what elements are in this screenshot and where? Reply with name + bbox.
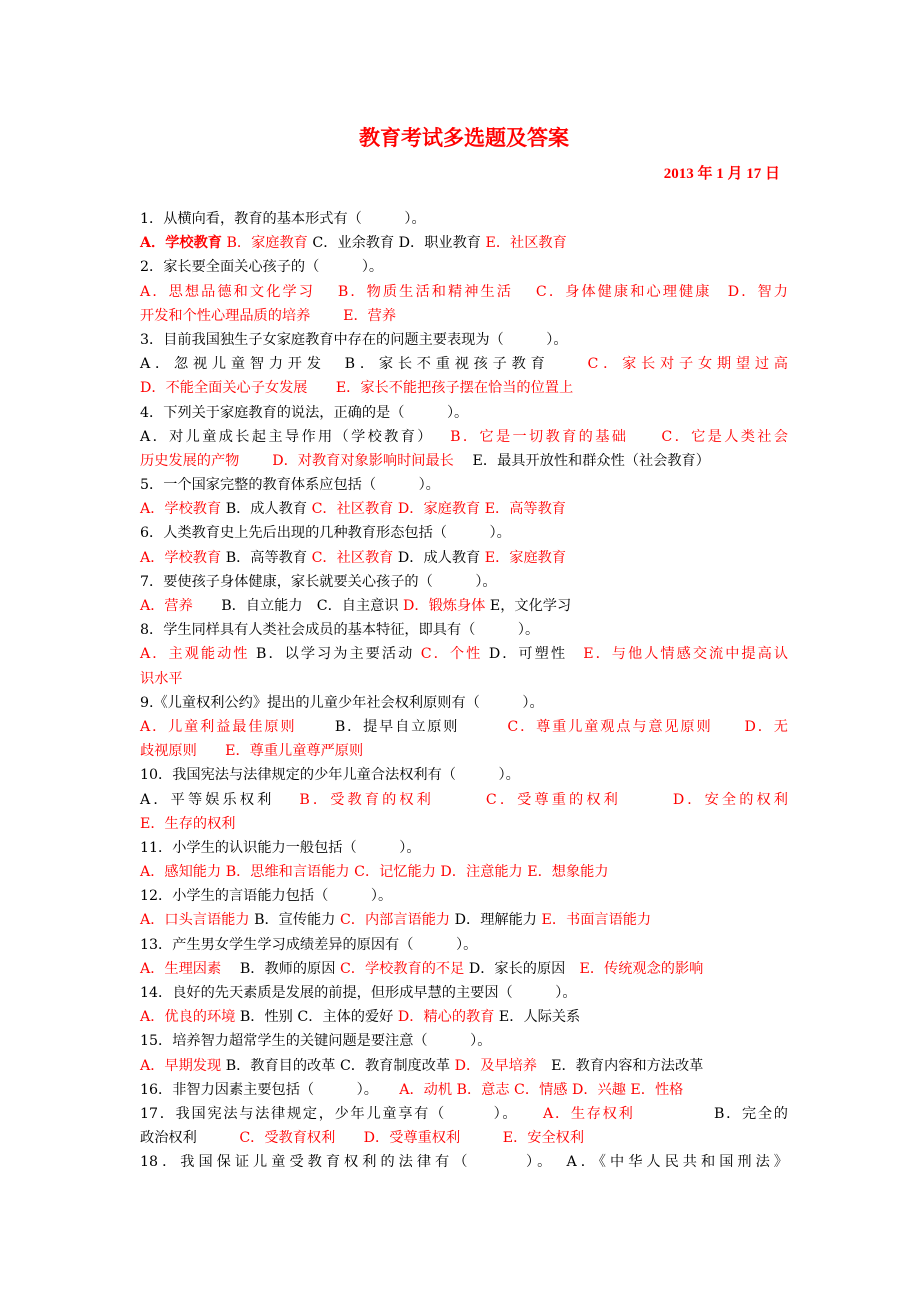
- question-text: D．家长的原因: [464, 960, 580, 977]
- text-line: [140, 352, 788, 376]
- text-line: [140, 570, 788, 594]
- text-line: [140, 328, 788, 352]
- question-text: B．教师的原因: [221, 960, 336, 977]
- answer-text: E．社区教育: [480, 235, 567, 252]
- answer-text: E．书面言语能力: [536, 912, 652, 929]
- answer-text: C．家长对子女期望过高: [587, 356, 788, 373]
- answer-text: E．生存的权利: [140, 815, 236, 832]
- answer-text: C．受教育权利 D．受尊重权利 E．安全权利: [239, 1130, 585, 1147]
- question-list: [140, 207, 788, 1175]
- answer-text: 开发和个性心理品质的培养 E．营养: [140, 307, 397, 324]
- question-text: D．成人教育: [393, 549, 481, 566]
- answer-text: B．家庭教育: [221, 235, 308, 252]
- text-line: [140, 497, 788, 521]
- answer-text: B．它是一切教育的基础 C．它是人类社会: [443, 428, 788, 445]
- question-text: 11．小学生的认识能力一般包括（ ）。: [140, 839, 421, 856]
- text-line: [140, 401, 788, 425]
- question-text: E．教育内容和方法改革: [536, 1057, 704, 1074]
- question-text: B．高等教育: [221, 549, 308, 566]
- question-text: A．忽视儿童智力开发 B．家长不重视孩子教育: [140, 356, 588, 373]
- question-text: 8．学生同样具有人类社会成员的基本特征，即具有（ ）。: [140, 622, 540, 639]
- answer-text: A．动机 B．意志 C．情感 D．兴趣 E．性格: [399, 1081, 684, 1098]
- text-line: [140, 860, 788, 884]
- answer-text: 歧视原则 E．尊重儿童尊严原则: [140, 743, 364, 760]
- question-text: B．宣传能力: [249, 912, 336, 929]
- answer-text: C．个性: [414, 646, 483, 663]
- question-text: 13．产生男女学生学习成绩差异的原因有（ ）。: [140, 936, 478, 953]
- answer-text: C．内部言语能力: [335, 912, 451, 929]
- text-line: [140, 981, 788, 1005]
- question-text: 6．人类教育史上先后出现的几种教育形态包括（ ）。: [140, 525, 511, 542]
- answer-text: D．及早培养: [450, 1057, 537, 1074]
- question-text: 1．从横向看，教育的基本形式有（ ）。: [140, 211, 426, 227]
- answer-text: B．受教育的权利 C．受尊重的权利 D．安全的权利: [299, 791, 788, 808]
- text-line: [140, 1150, 788, 1174]
- answer-text: C．社区教育: [307, 549, 394, 566]
- question-text: B．完全的: [634, 1105, 788, 1122]
- text-line: [140, 473, 788, 497]
- answer-text: A．学校教育: [140, 501, 222, 518]
- answer-text: A．生存权利: [543, 1105, 635, 1122]
- text-line: [140, 449, 788, 473]
- question-text: E．人际关系: [494, 1009, 581, 1026]
- question-text: 5．一个国家完整的教育体系应包括（ ）。: [140, 477, 440, 494]
- question-text: 10．我国宪法与法律规定的少年儿童合法权利有（ ）。: [140, 767, 520, 784]
- answer-text: E．家庭教育: [480, 549, 567, 566]
- question-text: D．可塑性: [482, 646, 584, 663]
- text-line: [140, 957, 788, 981]
- text-line: [140, 376, 788, 400]
- text-line: [140, 618, 788, 642]
- answer-text: A．思想品德和文化学习 B．物质生活和精神生活 C．身体健康和心理健康 D．智力: [140, 283, 788, 300]
- answer-text: D．锻炼身体: [398, 598, 486, 614]
- question-text: B．教育目的改革 C．教育制度改革: [221, 1057, 451, 1074]
- answer-text: A．生理因素: [140, 960, 222, 977]
- answer-text: C．社区教育 D．家庭教育 E．高等教育: [307, 501, 566, 518]
- text-line: [140, 667, 788, 691]
- text-line: [140, 1054, 788, 1078]
- question-text: B．以学习为主要活动: [249, 646, 415, 663]
- document-title: 教育考试多选题及答案: [359, 126, 569, 150]
- text-line: [140, 642, 788, 666]
- text-line: [140, 933, 788, 957]
- text-line: [140, 594, 788, 618]
- question-text: B．性别 C．主体的爱好: [235, 1009, 394, 1026]
- answer-text: A．主观能动性: [140, 646, 250, 663]
- question-text: A．平等娱乐权利: [140, 791, 300, 808]
- answer-text: C．学校教育的不足: [335, 960, 465, 977]
- answer-text: E．传统观念的影响: [579, 960, 704, 977]
- question-text: B．成人教育: [221, 501, 308, 518]
- text-line: [140, 1029, 788, 1053]
- answer-text: C．尊重儿童观点与意见原则 D．无: [507, 718, 788, 735]
- text-line: [140, 521, 788, 545]
- document-date: 2013 年 1 月 17 日: [663, 166, 780, 182]
- question-text: 16．非智力因素主要包括（ ）。: [140, 1081, 400, 1098]
- text-line: [140, 836, 788, 860]
- text-line: [140, 255, 788, 279]
- question-text: 2．家长要全面关心孩子的（ ）。: [140, 259, 384, 276]
- answer-text: A．口头言语能力: [140, 912, 250, 929]
- answer-text: A．早期发现: [140, 1057, 222, 1074]
- question-text: 4．下列关于家庭教育的说法，正确的是（ ）。: [140, 404, 469, 421]
- answer-text: A．营养: [140, 598, 193, 614]
- question-text: 9.《儿童权利公约》提出的儿童少年社会权利原则有（ ）。: [140, 694, 544, 711]
- question-text: C．业余教育 D．职业教育: [307, 235, 481, 252]
- text-line: [140, 304, 788, 328]
- question-text: B．提早自立原则: [334, 718, 508, 735]
- question-text: 12．小学生的言语能力包括（ ）。: [140, 888, 393, 905]
- text-line: [140, 812, 788, 836]
- question-text: 政治权利: [140, 1130, 240, 1147]
- text-line: [140, 231, 788, 255]
- text-line: [140, 691, 788, 715]
- answer-text: D．精心的教育: [393, 1009, 495, 1026]
- question-text: 14．良好的先天素质是发展的前提，但形成早慧的主要因（ ）。: [140, 985, 577, 1001]
- text-line: [140, 788, 788, 812]
- question-text: B．自立能力 C．自主意识: [192, 598, 399, 614]
- question-text: 18．我国保证儿童受教育权利的法律有（ ）。 A．《中华人民共和国刑法》: [140, 1154, 788, 1171]
- question-text: E．最具开放性和群众性（社会教育）: [468, 452, 710, 469]
- text-line: [140, 739, 788, 763]
- text-line: [140, 280, 788, 304]
- question-text: E，文化学习: [485, 598, 572, 614]
- text-line: [140, 763, 788, 787]
- text-line: [140, 908, 788, 932]
- question-text: 15．培养智力超常学生的关键问题是要注意（ ）。: [140, 1033, 492, 1050]
- question-text: 7．要使孩子身体健康，家长就要关心孩子的（ ）。: [140, 573, 497, 590]
- text-line: [140, 1005, 788, 1029]
- text-line: [140, 1102, 788, 1126]
- text-line: [140, 1126, 788, 1150]
- text-line: [140, 884, 788, 908]
- text-line: [140, 207, 788, 231]
- text-line: [140, 715, 788, 739]
- answer-text: A．学校教育: [140, 235, 222, 252]
- answer-text: E．与他人情感交流中提高认: [583, 646, 789, 663]
- answer-text: D．不能全面关心子女发展 E．家长不能把孩子摆在恰当的位置上: [140, 380, 574, 397]
- answer-text: A．学校教育: [140, 549, 222, 566]
- question-text: A．对儿童成长起主导作用（学校教育）: [140, 428, 444, 445]
- question-text: D．理解能力: [450, 912, 537, 929]
- answer-text: 识水平: [140, 670, 183, 687]
- answer-text: A．感知能力 B．思维和言语能力 C．记忆能力 D．注意能力 E．想象能力: [140, 864, 609, 881]
- text-line: [140, 546, 788, 570]
- question-text: 3．目前我国独生子女家庭教育中存在的问题主要表现为（ ）。: [140, 331, 568, 348]
- text-line: [140, 1078, 788, 1102]
- answer-text: 历史发展的产物 D．对教育对象影响时间最长: [140, 452, 469, 469]
- text-line: [140, 425, 788, 449]
- answer-text: A．优良的环境: [140, 1009, 236, 1026]
- answer-text: A．儿童利益最佳原则: [140, 718, 335, 735]
- question-text: 17．我国宪法与法律规定，少年儿童享有（ ）。: [140, 1105, 544, 1122]
